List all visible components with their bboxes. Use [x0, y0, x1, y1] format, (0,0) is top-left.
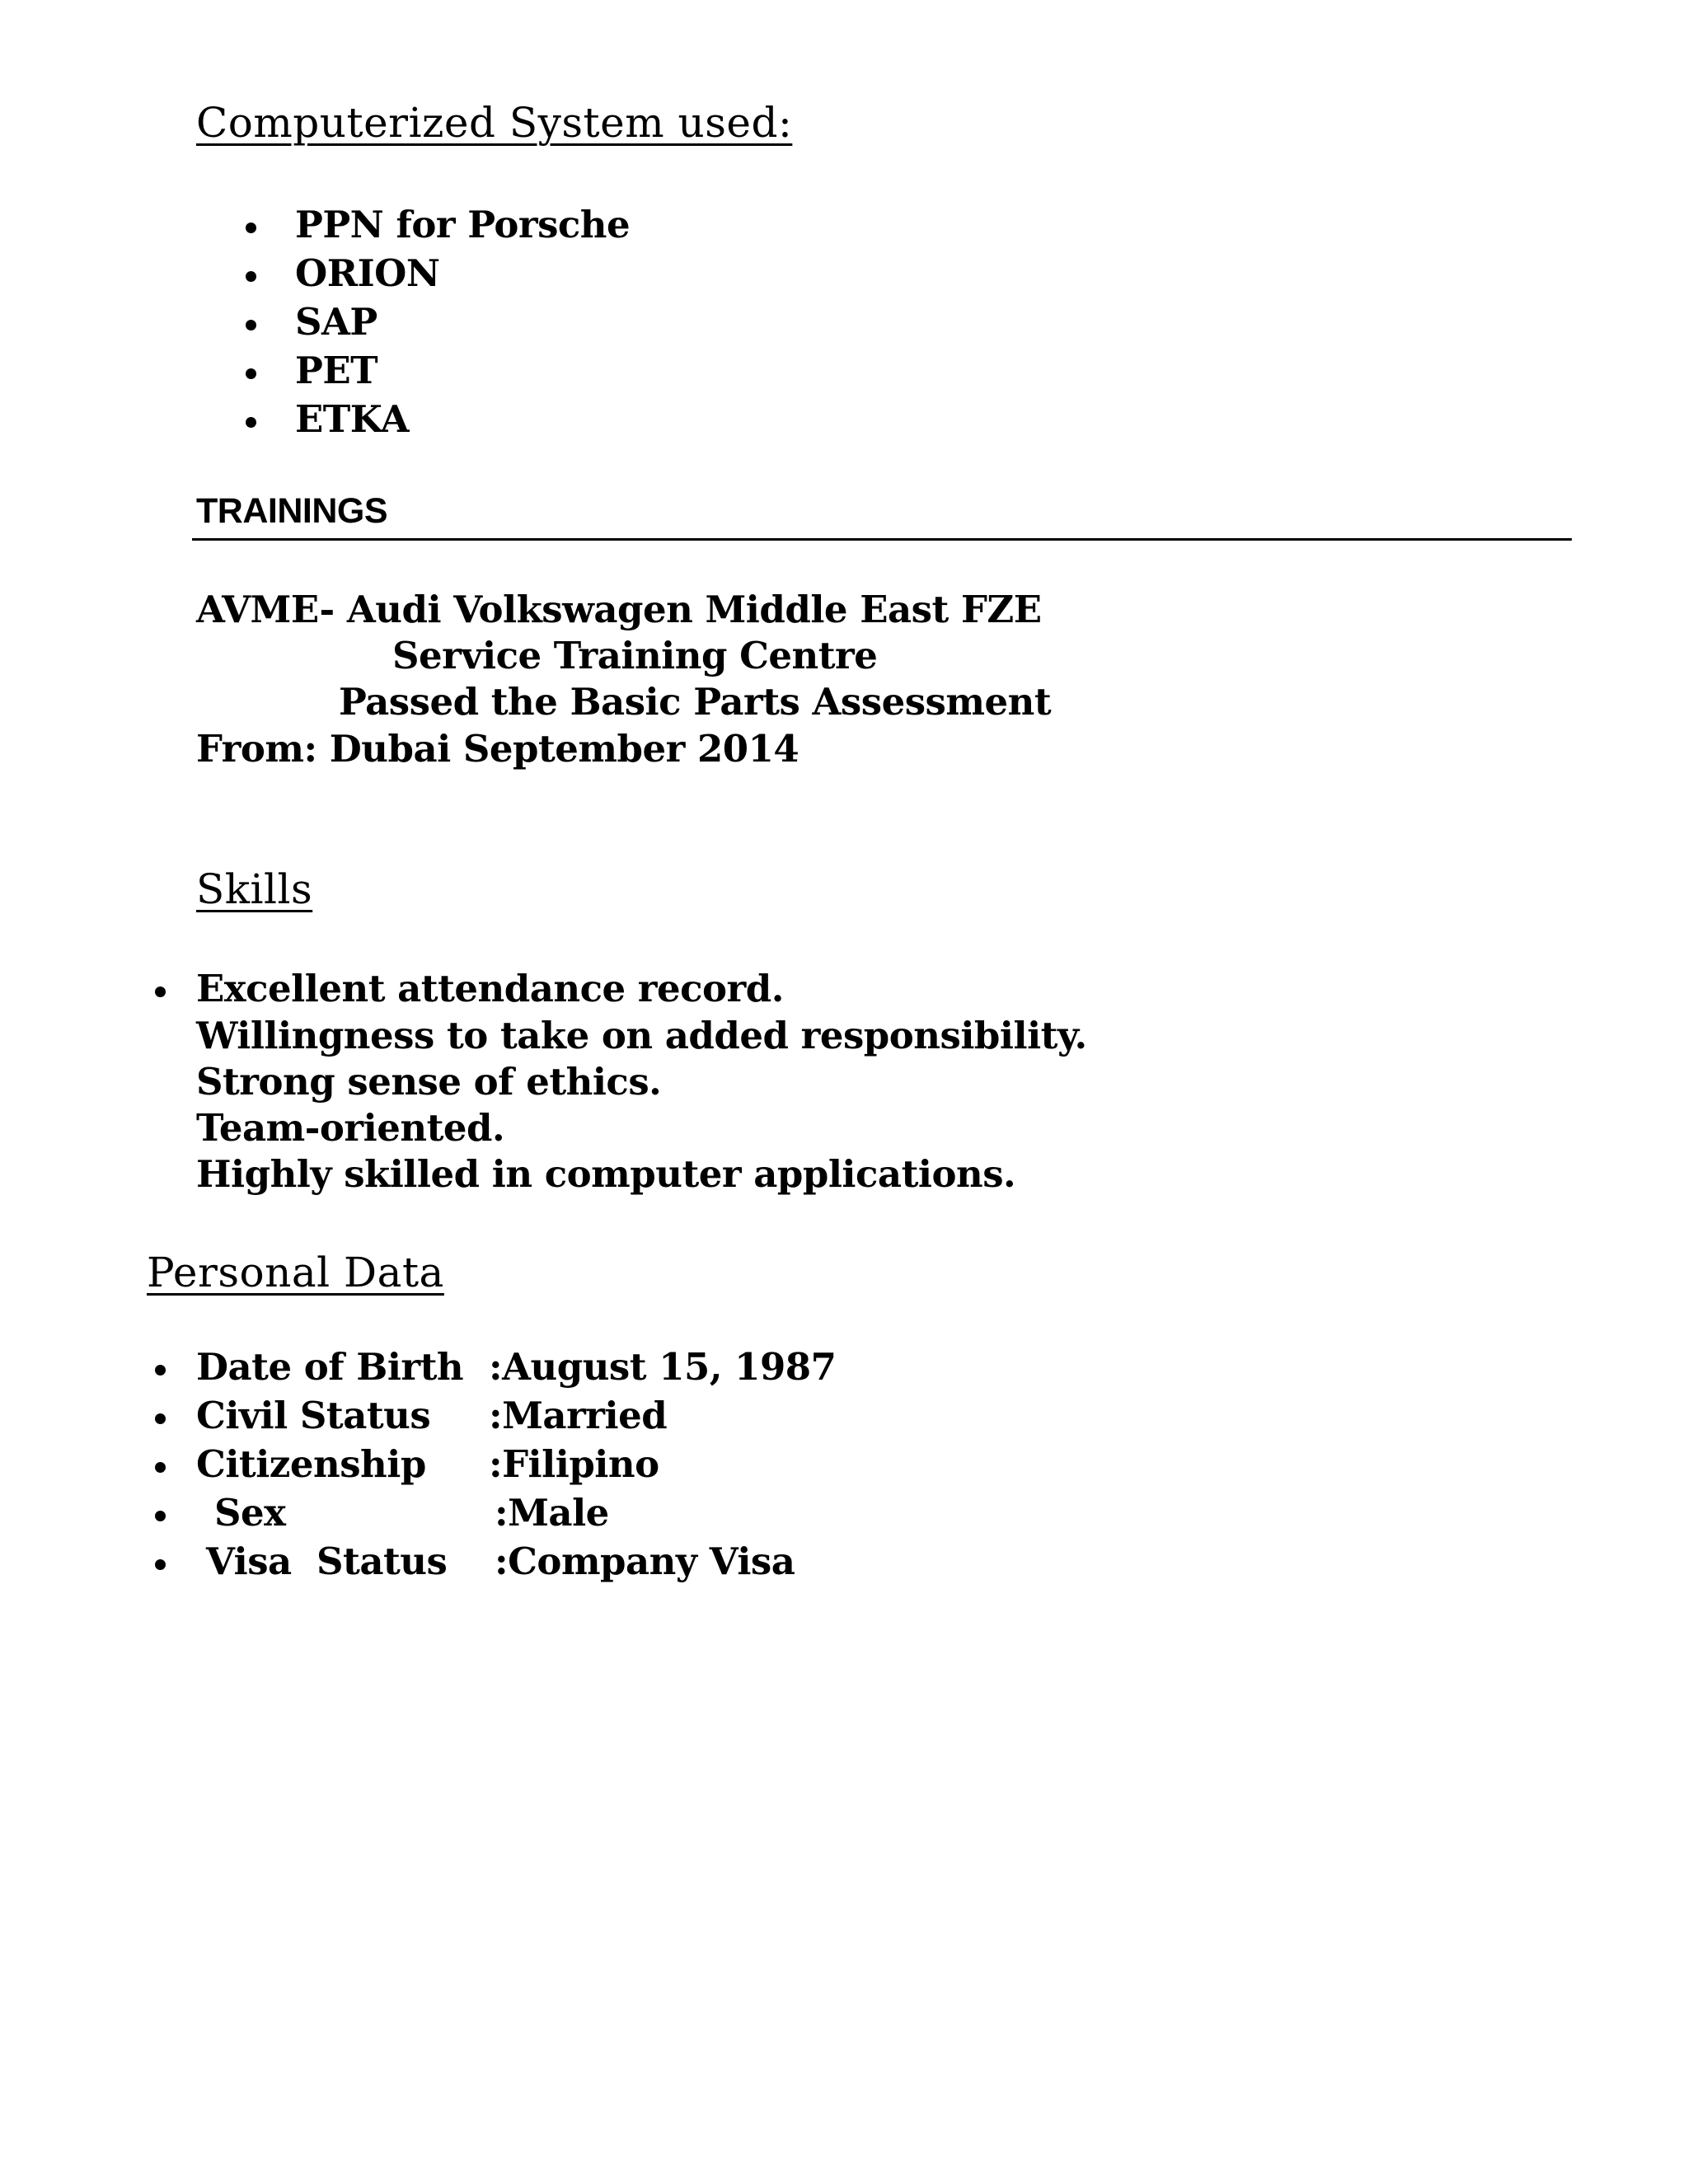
bullet-icon	[155, 1511, 166, 1521]
bullet-icon	[155, 987, 166, 997]
skill-item: Highly skilled in computer applications.	[196, 1152, 1016, 1196]
computerized-heading: Computerized System used:	[196, 99, 793, 147]
section-divider	[192, 538, 1572, 541]
bullet-icon	[155, 1413, 166, 1424]
personal-label: Date of Birth	[196, 1345, 464, 1389]
skill-item: Excellent attendance record.	[196, 967, 784, 1010]
training-institution: AVME- Audi Volkswagen Middle East FZE	[196, 588, 1042, 631]
bullet-icon	[155, 1462, 166, 1473]
training-result: Passed the Basic Parts Assessment	[339, 680, 1052, 724]
bullet-icon	[155, 1559, 166, 1570]
trainings-heading: TRAININGS	[196, 491, 387, 531]
training-centre: Service Training Centre	[392, 634, 878, 677]
personal-value: :August 15, 1987	[489, 1345, 837, 1389]
bullet-icon	[246, 320, 256, 330]
personal-value: :Married	[489, 1394, 668, 1437]
personal-value: :Filipino	[489, 1442, 659, 1486]
skill-item: Strong sense of ethics.	[196, 1060, 662, 1104]
bullet-icon	[246, 271, 256, 282]
system-item: ETKA	[295, 397, 409, 441]
personal-value: :Company Visa	[495, 1540, 795, 1583]
skill-item: Willingness to take on added responsibility.	[196, 1014, 1087, 1057]
personal-label: Citizenship	[196, 1442, 426, 1486]
training-from: From: Dubai September 2014	[196, 727, 799, 771]
bullet-icon	[246, 417, 256, 428]
skill-item: Team-oriented.	[196, 1106, 505, 1150]
system-item: ORION	[295, 251, 440, 295]
bullet-icon	[246, 223, 256, 233]
bullet-icon	[246, 368, 256, 379]
personal-data-heading: Personal Data	[147, 1249, 444, 1296]
system-item: PPN for Porsche	[295, 203, 631, 246]
system-item: PET	[295, 349, 378, 392]
personal-label: Visa Status	[206, 1540, 448, 1583]
personal-label: Sex	[214, 1491, 286, 1535]
bullet-icon	[155, 1365, 166, 1376]
system-item: SAP	[295, 300, 377, 344]
personal-value: :Male	[495, 1491, 609, 1535]
personal-label: Civil Status	[196, 1394, 431, 1437]
skills-heading: Skills	[196, 865, 313, 913]
